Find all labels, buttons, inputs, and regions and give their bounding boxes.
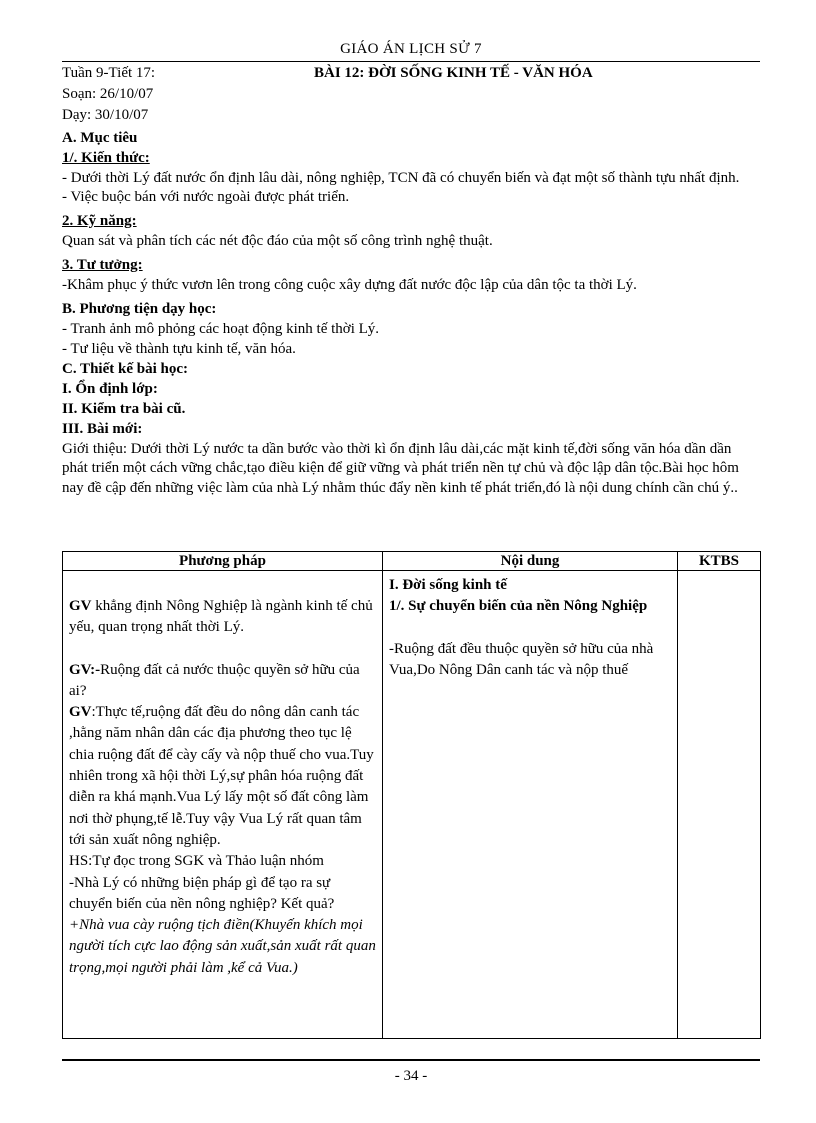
gv-statement-1: GV khẳng định Nông Nghiệp là ngành kinh tế chủ yếu, quan trọng nhất thời Lý.	[69, 598, 373, 636]
header-content: Nội dung	[383, 552, 678, 571]
content-cell	[383, 571, 678, 1039]
week-period: Tuần 9-Tiết 17:	[62, 65, 156, 81]
content-text: -Ruộng đất đều thuộc quyền sở hữu của nhà Vua,Do Nông Dân canh tác và nộp thuế	[389, 640, 654, 678]
lesson-plan-table	[62, 551, 761, 1039]
gv-label: GV	[69, 598, 92, 614]
section-c-item-1: I. Ổn định lớp:	[62, 381, 158, 398]
discussion-answer: +Nhà vua cày ruộng tịch điền(Khuyến khích mọi người tích cực lao động sản xuất,sản xuất rất quan trọng,mọi người phải làm ,kể cả Vua.)	[69, 917, 376, 976]
prepared-date: Soạn: 26/10/07	[62, 86, 154, 102]
meta-row-week	[62, 64, 760, 85]
knowledge-item-2: - Việc buộc bán với nước ngoài được phát triển.	[62, 189, 350, 206]
section-b-item-1: - Tranh ảnh mô phỏng các hoạt động kinh tế thời Lý.	[62, 321, 380, 338]
thought-heading: 3. Tư tưởng:	[62, 257, 143, 274]
footer-divider	[62, 1059, 760, 1061]
header-ktbs: KTBS	[678, 552, 761, 571]
section-c-heading: C. Thiết kế bài học:	[62, 361, 188, 378]
discussion-question: -Nhà Lý có những biện pháp gì để tạo ra sự chuyển biến của nền nông nghiệp? Kết quả?	[69, 874, 335, 912]
header-method: Phương pháp	[63, 552, 383, 571]
section-c-item-3: III. Bài mới:	[62, 421, 143, 438]
knowledge-item-1: - Dưới thời Lý đất nước ổn định lâu dài, nông nghiệp, TCN đã có chuyển biến và đạt một số thành tựu nhất định.	[62, 170, 740, 186]
section-c-item-2: II. Kiểm tra bài cũ.	[62, 401, 186, 418]
content-heading-1: I. Đời sống kinh tế	[389, 577, 507, 593]
skills-heading: 2. Kỹ năng:	[62, 213, 137, 230]
page-number: - 34 -	[394, 1068, 428, 1084]
knowledge-heading: 1/. Kiến thức:	[62, 150, 150, 166]
thought-item-1: -Khâm phục ý thức vươn lên trong công cuộc xây dựng đất nước độc lập của dân tộc ta thời Lý.	[62, 277, 637, 294]
taught-date: Dạy: 30/10/07	[62, 107, 149, 123]
lesson-meta	[62, 64, 760, 127]
method-cell	[63, 571, 383, 1039]
table-header-row	[63, 552, 761, 571]
gv-label: GV:-	[69, 661, 101, 678]
page-header-title: GIÁO ÁN LỊCH SỬ 7	[340, 41, 482, 57]
table-row	[63, 571, 761, 1039]
section-b-item-2: - Tư liệu về thành tựu kinh tế, văn hóa.	[62, 341, 296, 358]
section-a-heading: A. Mục tiêu	[62, 130, 138, 146]
gv-explanation: GV:Thực tế,ruộng đất đều do nông dân canh tác ,hằng năm nhân dân các địa phương theo tục lệ chia ruộng đất để cày cấy và nộp thuế cho vua.Tuy nhiên trong xã hội thời Lý,sự phân hóa ruộng đất diễn ra khá mạnh.Vua Lý lấy một số đất công làm nơi thờ phụng,tế lễ.Tuy vậy Vua Lý rất quan tâm tới sản xuất nông nghiệp.	[69, 704, 374, 848]
skills-item-1: Quan sát và phân tích các nét độc đáo của một số công trình nghệ thuật.	[62, 233, 493, 250]
hs-activity: HS:Tự đọc trong SGK và Thảo luận nhóm	[69, 853, 324, 870]
gv-label: GV	[69, 704, 92, 721]
ktbs-cell	[678, 571, 761, 1039]
gv-question: GV:-Ruộng đất cả nước thuộc quyền sở hữu của ai?	[69, 661, 360, 699]
lesson-intro: Giới thiệu: Dưới thời Lý nước ta dần bước vào thời kì ổn định lâu dài,các mặt kinh tế,đời sống văn hóa dần dần phát triển một cách vững chắc,tạo điều kiện để giữ vững và phát triển nền tự chủ và độc lập dân tộc.Bài học hôm nay đề cập đến những việc làm của nhà Lý nhằm thúc đẩy nền kinh tế phát triển,đó là nội dung chính cần chú ý..	[62, 441, 739, 496]
lesson-title: BÀI 12: ĐỜI SỐNG KINH TẾ - VĂN HÓA	[314, 65, 593, 81]
content-heading-2: 1/. Sự chuyển biến của nền Nông Nghiệp	[389, 598, 648, 615]
section-b-heading: B. Phương tiện dạy học:	[62, 301, 217, 318]
lesson-body	[62, 129, 760, 498]
header-divider	[62, 61, 760, 62]
